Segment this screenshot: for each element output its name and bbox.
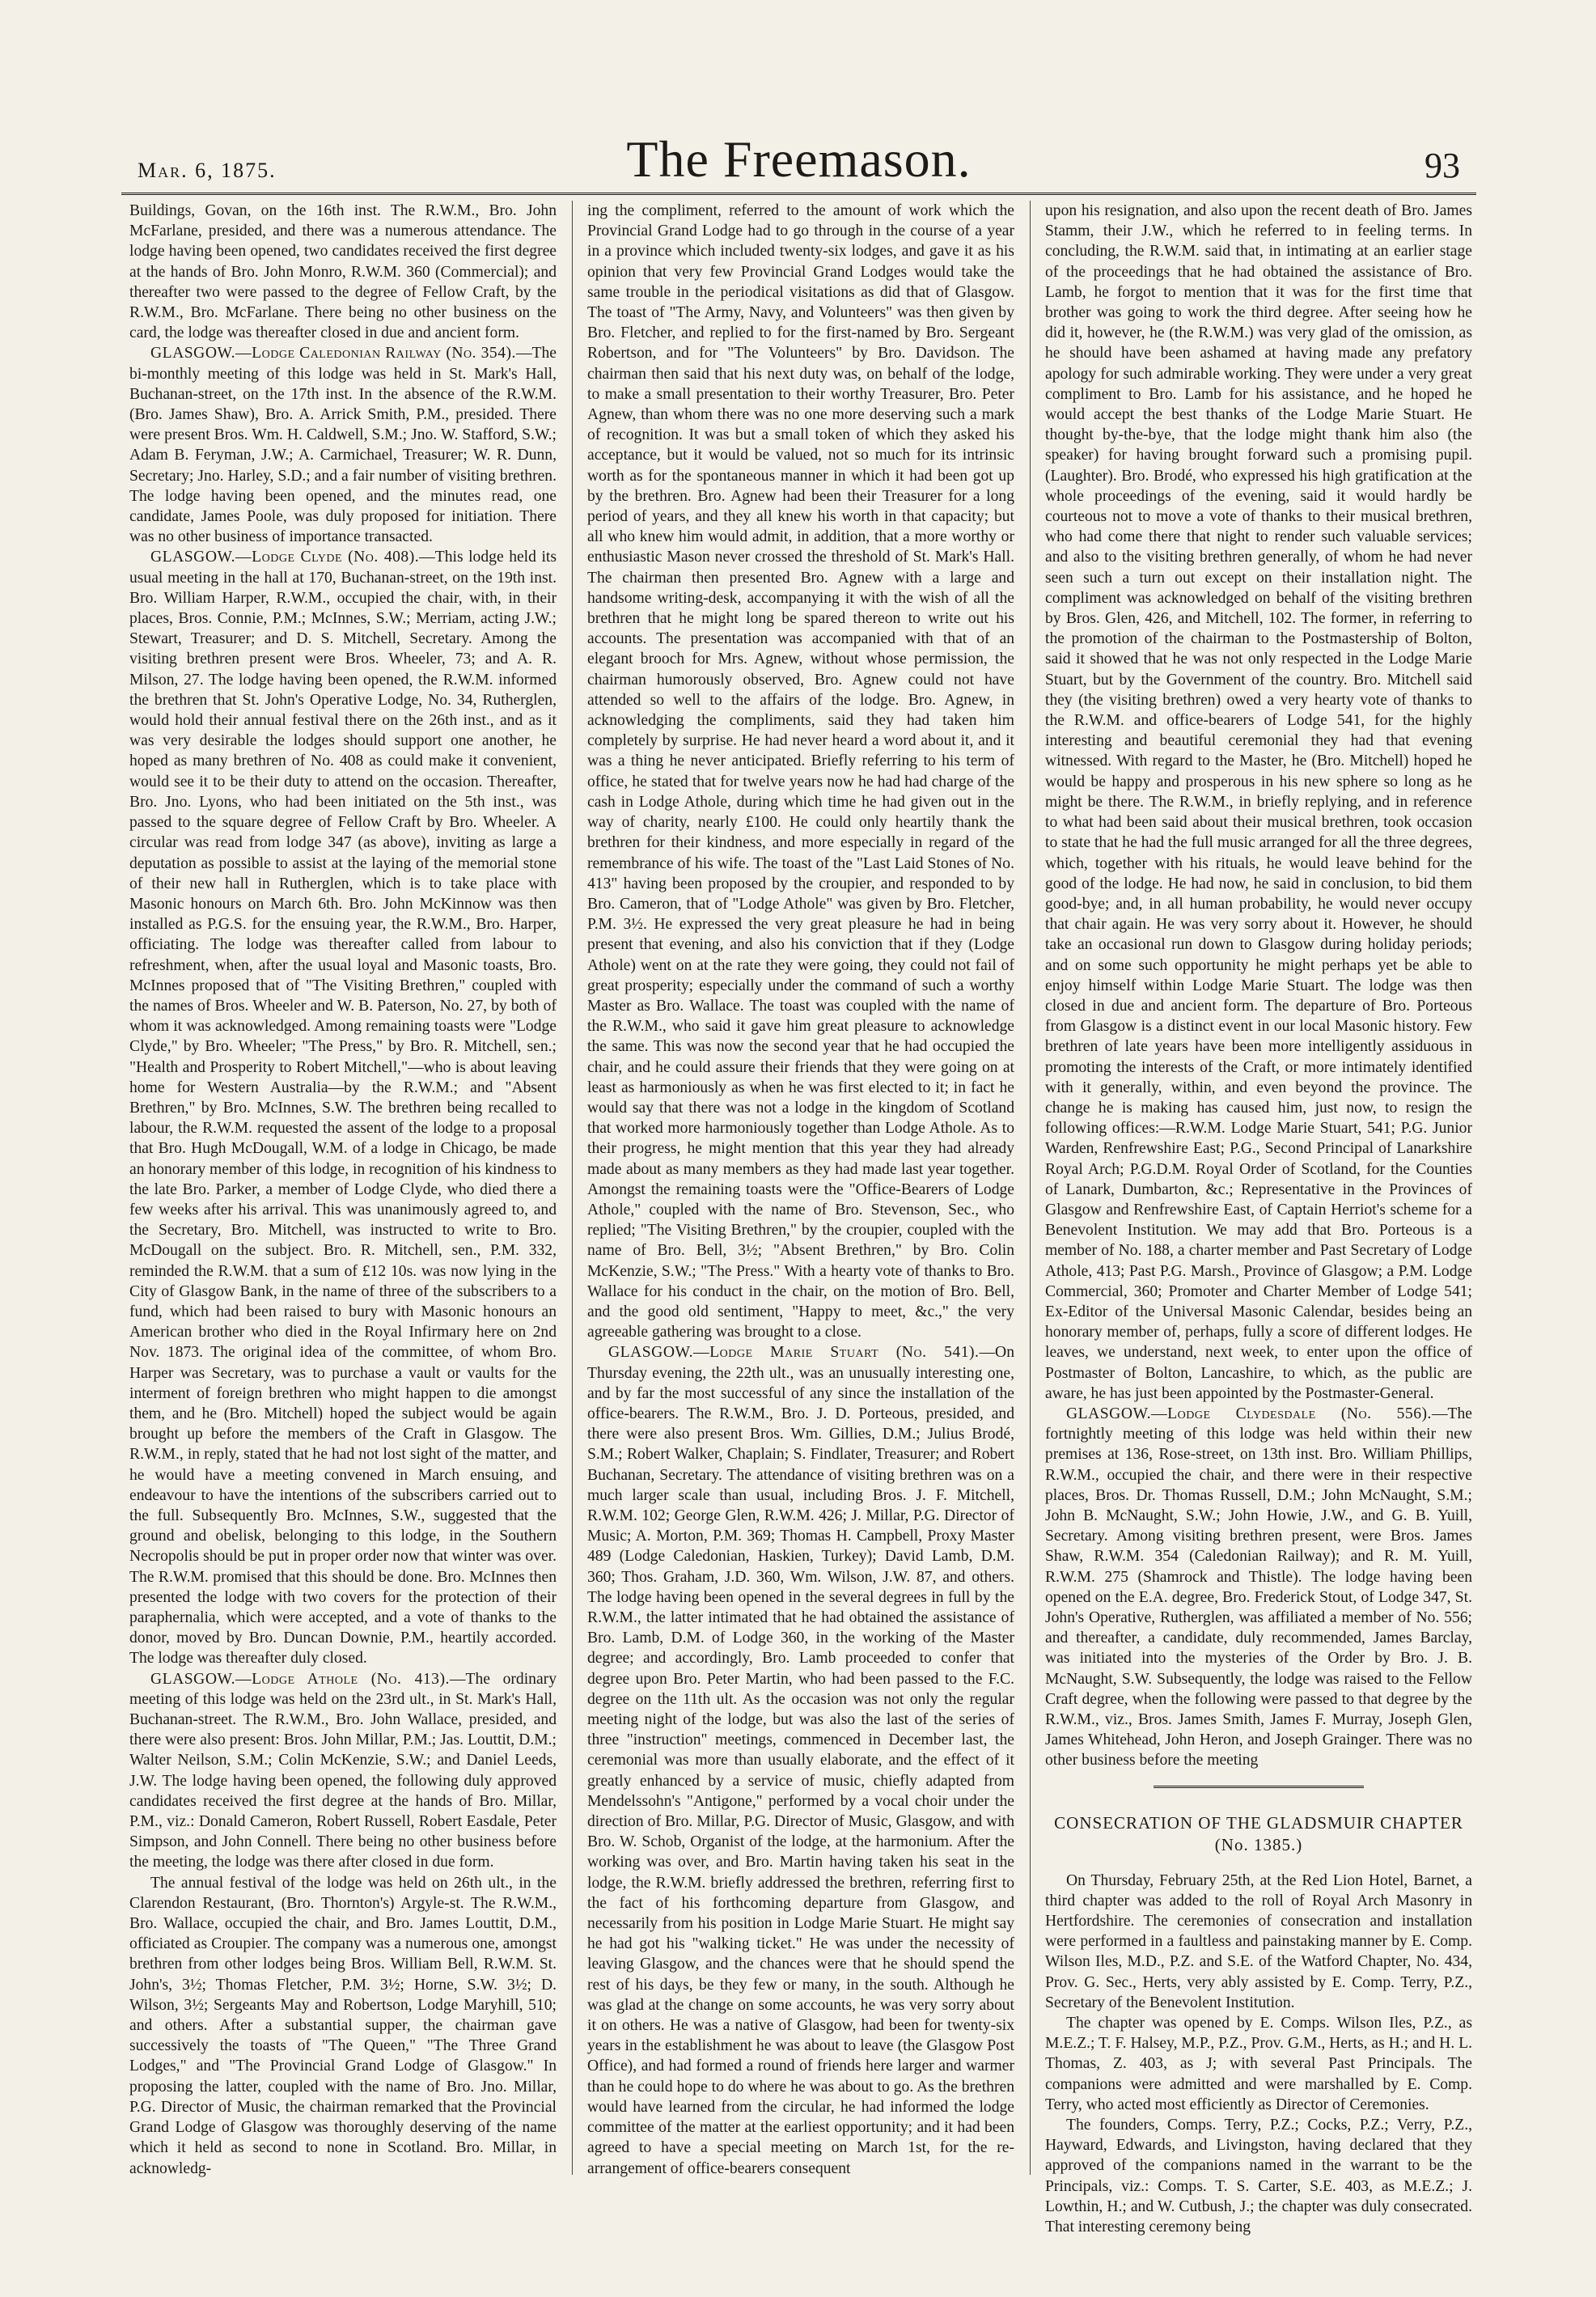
paragraph-text: ing the compliment, referred to the amount of work which the Provincial Grand Lodge had to go through in the course of a year in a province which included twenty-six lodges, and gave it as his opinion that very few Provincial Grand Lodges would take the same trouble in the periodical visitations as did that of Glasgow. The toast of "The Army, Navy, and Volunteers" was then given by Bro. Fletcher, and replied to for the first-named by Bro. Sergeant Robertson, and for "The Volunteers" by Bro. Davidson. The chairman then said that his next duty was, on behalf of the lodge, to make a small presentation to their worthy Treasurer, Bro. Peter Agnew, than whom there was no one more deserving such a mark of recognition. It was but a small token of which they asked his acceptance, but it would be valued, not so much for its intrinsic worth as for the spontaneous manner in which it had been got up by the brethren. Bro. Agnew had been their Treasurer for a long period of years, and they all knew his worth in that capacity; but all who knew him would admit, in addition, that a more worthy or enthusiastic Mason never crossed the threshold of St. Mark's Hall. The chairman then presented Bro. Agnew with a large and handsome writing-desk, accompanying it with the wish of all the brethren that he might long be spared thereon to write out his accounts. The presentation was accompanied with that of an elegant brooch for Mrs. Agnew, without whose permission, the chairman humorously observed, Bro. Agnew could not have attended so well to the affairs of the lodge. Bro. Agnew, in acknowledging the compliments, said they had taken him completely by surprise. He had never heard a word about it, and it was a thing he never anticipated. Briefly referring to his term of office, he stated that for twelve years now he had had charge of the cash in Lodge Athole, during which time he had given out in the way of charity, nearly £100. He could only heartily thank the brethren for their kindness, and more especially in regard of the remembrance of his wife. The toast of the "Last Laid Stones of No. 413" having been proposed by the croupier, and responded to by Bro. Cameron, that of "Lodge Athole" was given by Bro. Fletcher, P.M. 3½. He expressed the very great pleasure he had in being present that evening, and also his conviction that if they (Lodge Athole) went on at the rate they were going, they could not fail of great prosperity; especially under the command of such a worthy Master as Bro. Wallace. The toast was coupled with the name of the R.W.M., who said it gave him great pleasure to acknowledge the same. This was now the second year that he had occupied the chair, and he could assure their friends that they were going on at least as harmoniously as when he was first elected to it; in fact he would say that there was not a lodge in the kingdom of Scotland that worked more harmoniously together than Lodge Athole. As to their progress, he might mention that this year they had already made about as many members as they had made last year together. Amongst the remaining toasts were the "Office-Bearers of Lodge Athole," coupled with the name of Bro. Stevenson, Sec., who replied; "The Visiting Brethren," by the croupier, coupled with the name of Bro. Bell, 3½; "Absent Brethren," by Bro. Colin McKenzie, S.W.; "The Press." With a hearty vote of thanks to Bro. Wallace for his conduct in the chair, on the motion of Bro. Bell, and the good old sentiment, "Happy to meet, &c.," the very agreeable gathering was brought to a close.: [587, 202, 1014, 1341]
paragraph-text: The founders, Comps. Terry, P.Z.; Cocks, P.Z.; Verry, P.Z., Hayward, Edwards, and Livingston, having declared that they approved of the companions named in the warrant to be the Principals, viz.: Comps. T. S. Carter, S.E. 403, as M.E.Z.; J. Lowthin, H.; and W. Cutbush, J.; the chapter was duly consecrated. That interesting ceremony being: [1045, 2117, 1472, 2236]
column-1: [129, 201, 557, 2175]
paragraph-text: —The bi-monthly meeting of this lodge was held in St. Mark's Hall, Buchanan-street, on the 17th inst. In the absence of the R.W.M. (Bro. James Shaw), Bro. A. Arrick Smith, P.M., presided. There were present Bros. Wm. H. Caldwell, S.M.; Jno. W. Stafford, S.W.; Adam B. Feryman, J.W.; A. Carmichael, Treasurer; W. R. Dunn, Secretary; Jno. Harley, S.D.; and a fair number of visiting brethren. The lodge having been opened, and the minutes read, one candidate, James Poole, was duly proposed for initiation. There was no other business of importance transacted.: [129, 345, 557, 546]
column-2: [587, 201, 1014, 2175]
paragraph-text: The chapter was opened by E. Comps. Wilson Iles, P.Z., as M.E.Z.; T. F. Halsey, M.P., P.Z., Prov. G.M., Herts, as H.; and H. L. Thomas, Z. 403, as J; with several Past Principals. The companions were admitted and were marshalled by E. Comp. Terry, who acted most efficiently as Director of Ceremonies.: [1045, 2015, 1472, 2113]
masthead: [121, 112, 1476, 195]
lodge-report-lead: GLASGOW.—Lodge Athole (No. 413).: [150, 1670, 450, 1688]
article-paragraph: [129, 547, 557, 1668]
article-paragraph: [129, 1873, 557, 2179]
column-divider: [1030, 201, 1031, 2175]
lodge-report-lead: GLASGOW.—Lodge Caledonian Railway (No. 354).: [150, 345, 516, 362]
lodge-report-lead: GLASGOW.—Lodge Clydesdale (No. 556).: [1066, 1405, 1432, 1422]
lodge-report-lead: GLASGOW.—Lodge Clyde (No. 408).: [150, 549, 420, 566]
article-paragraph: [587, 201, 1014, 1342]
article-columns: [129, 201, 1472, 2236]
paragraph-text: Buildings, Govan, on the 16th inst. The R.W.M., Bro. John McFarlane, presided, and there was a numerous attendance. The lodge having been opened, two candidates received the first degree at the hands of Bro. John Monro, R.W.M. 360 (Commercial); and thereafter two were passed to the degree of Fellow Craft, by the R.W.M., Bro. McFarlane. There being no other business on the card, the lodge was thereafter closed in due and ancient form.: [129, 202, 557, 342]
article-paragraph: [1045, 1404, 1472, 1771]
article-paragraph: [129, 1669, 557, 1873]
article-paragraph: [1045, 201, 1472, 1404]
newspaper-title: The Freemason.: [626, 130, 972, 188]
section-divider: [1154, 1786, 1364, 1788]
lodge-report-lead: GLASGOW.—Lodge Marie Stuart (No. 541).: [608, 1344, 980, 1362]
paragraph-text: —On Thursday evening, the 22th ult., was an unusually interesting one, and by far the most successful of any since the installation of the office-bearers. The R.W.M., Bro. J. D. Porteous, presided, and there were also present Bros. Wm. Gillies, D.M.; Julius Brodé, S.M.; Robert Walker, Chaplain; S. Findlater, Treasurer; and Robert Buchanan, Secretary. The attendance of visiting brethren was on a much larger scale than usual, including Bros. J. F. Mitchell, R.W.M. 102; George Glen, R.W.M. 426; J. Millar, P.G. Director of Music; A. Morton, P.M. 369; Thomas H. Campbell, Proxy Master 489 (Lodge Caledonian, Haskien, Turkey); David Lamb, D.M. 360; Thos. Graham, J.D. 360, Wm. Wilson, J.W. 87, and others. The lodge having been opened in the several degrees in full by the R.W.M., the latter intimated that he had obtained the assistance of Bro. Lamb, D.M. of Lodge 360, in the working of the Master degree; and accordingly, Bro. Lamb proceeded to confer that degree upon Bro. Peter Martin, who had been passed to the F.C. degree on the 11th ult. As the occasion was not only the regular meeting night of the lodge, but was also the last of the series of three "instruction" meetings, commenced in December last, the ceremonial was more than usually elaborate, and the effect of it greatly enhanced by a service of music, chiefly adapted from Mendelssohn's "Antigone," performed by a vocal choir under the direction of Bro. Millar, P.G. Director of Music, Glasgow, and with Bro. W. Schob, Organist of the lodge, at the harmonium. After the working was over, and Bro. Martin having taken his seat in the lodge, the R.W.M. briefly addressed the brethren, referring first to the fact of his forthcoming departure from Glasgow, and necessarily from his position in Lodge Marie Stuart. He might say he had got his "walking ticket." He was under the necessity of leaving Glasgow, and the chances were that he should spend the rest of his days, be they few or many, in the south. Although he was glad at the change on some accounts, he was very sorry about it on others. He was a native of Glasgow, had been for twenty-six years in the establishment he was about to leave (the Glasgow Post Office), and had formed a round of friends here larger and warmer than he could hope to do where he was about to go. As the brethren would have learned from the circular, he had informed the lodge committee of the matter at the earliest opportunity; and it had been agreed to have a special meeting on March 1st, for the re-arrangement of office-bearers consequent: [587, 1344, 1014, 2177]
paragraph-text: On Thursday, February 25th, at the Red Lion Hotel, Barnet, a third chapter was added to the roll of Royal Arch Masonry in Hertfordshire. The ceremonies of consecration and installation were performed in a faultless and painstaking manner by E. Comp. Wilson Iles, M.D., P.Z. and S.E. of the Watford Chapter, No. 434, Prov. G. Sec., Herts, very ably assisted by E. Comp. Terry, P.Z., Secretary of the Benevolent Institution.: [1045, 1871, 1472, 2011]
article-paragraph: [129, 201, 557, 343]
paragraph-text: upon his resignation, and also upon the recent death of Bro. James Stamm, their J.W., which he referred to in feeling terms. In concluding, the R.W.M. said that, in intimating at an earlier stage of the proceedings that he had obtained the assistance of Bro. Lamb, he forgot to mention that it was for the first time that brother was going to work the third degree. After seeing how he did it, however, he (the R.W.M.) was very glad of the omission, as he should have been ashamed at having made any prefatory apology for such admirable working. They were under a very great compliment to Bro. Lamb for his assistance, and he hoped he would accept the best thanks of the Lodge Marie Stuart. He thought by-the-bye, that the lodge might thank him also (the speaker) for having brought forward such a promising pupil. (Laughter). Bro. Brodé, who expressed his high gratification at the whole proceedings of the evening, said it would hardly be courteous not to move a vote of thanks to their musical brethren, who had come there that night to render such valuable services; and also to the visiting brethren generally, of whom he had never seen such a turn out except on their installation night. The compliment was acknowledged on behalf of the visiting brethren by Bros. Glen, 426, and Mitchell, 102. The former, in referring to the promotion of the chairman to the Postmastership of Bolton, said it showed that he was not only respected in the Lodge Marie Stuart, but by the Government of the country. Bro. Mitchell said they (the visiting brethren) owed a very hearty vote of thanks to the R.W.M. and office-bearers of Lodge 541, for the highly interesting and beautiful ceremonial they had that evening witnessed. With regard to the Master, he (Bro. Mitchell) hoped he would be happy and prosperous in his new sphere so long as he might be there. The R.W.M., in briefly replying, and in reference to what had been said about their musical brethren, took occasion to state that he had the full music arranged for all the three degrees, which, together with his rituals, he would leave behind for the good of the lodge. He had now, he said in conclusion, to bid them good-bye; and, in all human probability, he would never occupy that chair again. He was very sorry about it. However, he should take an occasional run down to Glasgow during holiday periods; and on some such opportunity he might perhaps yet be able to enjoy himself within Lodge Marie Stuart. The lodge was then closed in due and ancient form. The departure of Bro. Porteous from Glasgow is a distinct event in our local Masonic history. Few brethren of late years have been more intelligently assiduous in promoting the interests of the Craft, or more intimately identified with it generally, within, and even beyond the province. The change he is making has caused him, just now, to resign the following offices:—R.W.M. Lodge Marie Stuart, 541; P.G. Junior Warden, Renfrewshire East; P.G., Second Principal of Lanarkshire Royal Arch; P.G.D.M. Royal Order of Scotland, for the Counties of Lanark, Dumbarton, &c.; Representative in the Provinces of Glasgow and Renfrewshire East, of Captain Herriot's scheme for a Benevolent Institution. We may add that Bro. Porteous is a member of No. 188, a charter member and Past Secretary of Lodge Athole, 413; Past P.G. Marsh., Province of Glasgow; a P.M. Lodge Commercial, 360; Promoter and Charter Member of Lodge 541; Ex-Editor of the Universal Masonic Calendar, besides being an honorary member of, perhaps, fully a score of different lodges. He leaves, we understand, next week, to enter upon the office of Postmaster of Bolton, Lancashire, to which, as the public are aware, he has just been appointed by the Postmaster-General.: [1045, 202, 1472, 1402]
section-heading: CONSECRATION OF THE GLADSMUIR CHAPTER (No. 1385.): [1054, 1812, 1463, 1854]
article-paragraph: [1045, 1871, 1472, 2013]
paragraph-text: The annual festival of the lodge was held on 26th ult., in the Clarendon Restaurant, (Bro. Thornton's) Argyle-st. The R.W.M., Bro. Wallace, occupied the chair, and Bro. James Louttit, D.M., officiated as Croupier. The company was a numerous one, amongst brethren from other lodges being Bros. William Bell, R.W.M. St. John's, 3½; Thomas Fletcher, P.M. 3½; Horne, S.W. 3½; D. Wilson, 3½; Sergeants May and Robertson, Lodge Maryhill, 510; and others. After a substantial supper, the chairman gave successively the toasts of "The Queen," "The Three Grand Lodges," and "The Provincial Grand Lodge of Glasgow." In proposing the latter, coupled with the name of Bro. Jno. Millar, P.G. Director of Music, the chairman remarked that the Provincial Grand Lodge of Glasgow was thoroughly deserving of the name which it held as second to none in Scotland. Bro. Millar, in acknowledg-: [129, 1874, 557, 2177]
paragraph-text: —The fortnightly meeting of this lodge was held within their new premises at 136, Rose-street, on 13th inst. Bro. William Phillips, R.W.M., occupied the chair, and there were in their respective places, Bros. Dr. Thomas Russell, D.M.; John McNaught, S.M.; John B. McNaught, S.W.; John Howie, J.W., and G. B. Yuill, Secretary. Among visiting brethren present, were Bros. James Shaw, R.W.M. 354 (Caledonian Railway); and R. M. Yuill, R.W.M. 275 (Shamrock and Thistle). The lodge having been opened on the E.A. degree, Bro. Frederick Stout, of Lodge 347, St. John's Operative, Rutherglen, was affiliated a member of No. 556; and thereafter, a candidate, duly recommended, James Barclay, was initiated into the mysteries of the Order by Bro. J. B. McNaught, S.W. Subsequently, the lodge was raised to the Fellow Craft degree, when the following were passed to that degree by the R.W.M., viz., Bros. James Smith, James F. Murray, Joseph Glen, James Whitehead, John Heron, and Joseph Grainger. There was no other business before the meeting: [1045, 1405, 1472, 1769]
page-number: 93: [1425, 146, 1460, 185]
article-paragraph: [1045, 2013, 1472, 2115]
paragraph-text: —This lodge held its usual meeting in the hall at 170, Buchanan-street, on the 19th inst. Bro. William Harper, R.W.M., occupied the chair, with, in their places, Bros. Connie, P.M.; McInnes, S.W.; Merriam, acting J.W.; Stewart, Treasurer; and D. S. Mitchell, Secretary. Among the visiting brethren present were Bros. Wheeler, 73; and A. R. Milson, 27. The lodge having been opened, the R.W.M. informed the brethren that St. John's Operative Lodge, No. 34, Rutherglen, would hold their annual festival there on the 26th inst., and as it was very desirable the lodges should support one another, he hoped as many brethren of No. 408 as could make it convenient, would see it to be their duty to attend on the occasion. Thereafter, Bro. Jno. Lyons, who had been initiated on the 5th inst., was passed to the square degree of Fellow Craft by Bro. Wheeler. A circular was read from lodge 347 (as above), inviting as large a deputation as possible to assist at the laying of the memorial stone of their new hall in Rutherglen, which is to take place with Masonic honours on March 6th. Bro. John McKinnow was then installed as P.G.S. for the ensuing year, the R.W.M., Bro. Harper, officiating. The lodge was thereafter called from labour to refreshment, when, after the usual loyal and Masonic toasts, Bro. McInnes proposed that of "The Visiting Brethren," coupled with the names of Bros. Wheeler and W. B. Paterson, No. 27, by both of whom it was acknowledged. Among remaining toasts were "Lodge Clyde," by Bro. Wheeler; "The Press," by Bro. R. Mitchell, sen.; "Health and Prosperity to Robert Mitchell,"—who is about leaving home for Western Australia—by the R.W.M.; and "Absent Brethren," by Bro. McInnes, S.W. The brethren being recalled to labour, the R.W.M. requested the assent of the lodge to a proposal that Bro. Hugh McDougall, W.M. of a lodge in Chicago, be made an honorary member of this lodge, in recognition of his kindness to the late Bro. Parker, a member of Lodge Clyde, who died there a few weeks after his arrival. This was unanimously agreed to, and the Secretary, Bro. Mitchell, was instructed to write to Bro. McDougall on the subject. Bro. R. Mitchell, sen., P.M. 332, reminded the R.W.M. that a sum of £12 10s. was now lying in the City of Glasgow Bank, in the name of three of the subscribers to a fund, which had been raised to bury with Masonic honours an American brother who died in the Royal Infirmary here on 2nd Nov. 1873. The original idea of the committee, of whom Bro. Harper was Secretary, was to purchase a vault or vaults for the interment of foreign brethren who might happen to die amongst them, and he (Bro. Mitchell) hoped the subject would be again brought up before the members of the Craft in Glasgow. The R.W.M., in reply, stated that he had not lost sight of the matter, and he would have a meeting convened in March ensuing, and endeavour to have the intentions of the subscribers carried out to the full. Subsequently Bro. McInnes, S.W., suggested that the ground and obelisk, belonging to this lodge, in the Southern Necropolis should be put in proper order now that winter was over. The R.W.M. promised that this should be done. Bro. McInnes then presented the lodge with two covers for the protection of their paraphernalia, which were accepted, and a vote of thanks to the donor, moved by Bro. Duncan Downie, P.M., heartily accorded. The lodge was thereafter duly closed.: [129, 549, 557, 1668]
article-paragraph: [1045, 2115, 1472, 2237]
paragraph-text: —The ordinary meeting of this lodge was held on the 23rd ult., in St. Mark's Hall, Buchanan-street. The R.W.M., Bro. John Wallace, presided, and there were also present: Bros. John Millar, P.M.; Jas. Louttit, D.M.; Walter Neilson, S.M.; Colin McKenzie, S.W.; and Daniel Leeds, J.W. The lodge having been opened, the following duly approved candidates received the first degree at the hands of Bro. Millar, P.M., viz.: Donald Cameron, Robert Russell, Robert Easdale, Peter Simpson, and John Connell. There being no other business before the meeting, the lodge was there after closed in due form.: [129, 1670, 557, 1871]
column-3: [1045, 201, 1472, 2236]
column-divider: [572, 201, 573, 2175]
issue-date: Mar. 6, 1875.: [138, 159, 277, 182]
article-paragraph: [587, 1342, 1014, 2178]
article-paragraph: [129, 343, 557, 547]
